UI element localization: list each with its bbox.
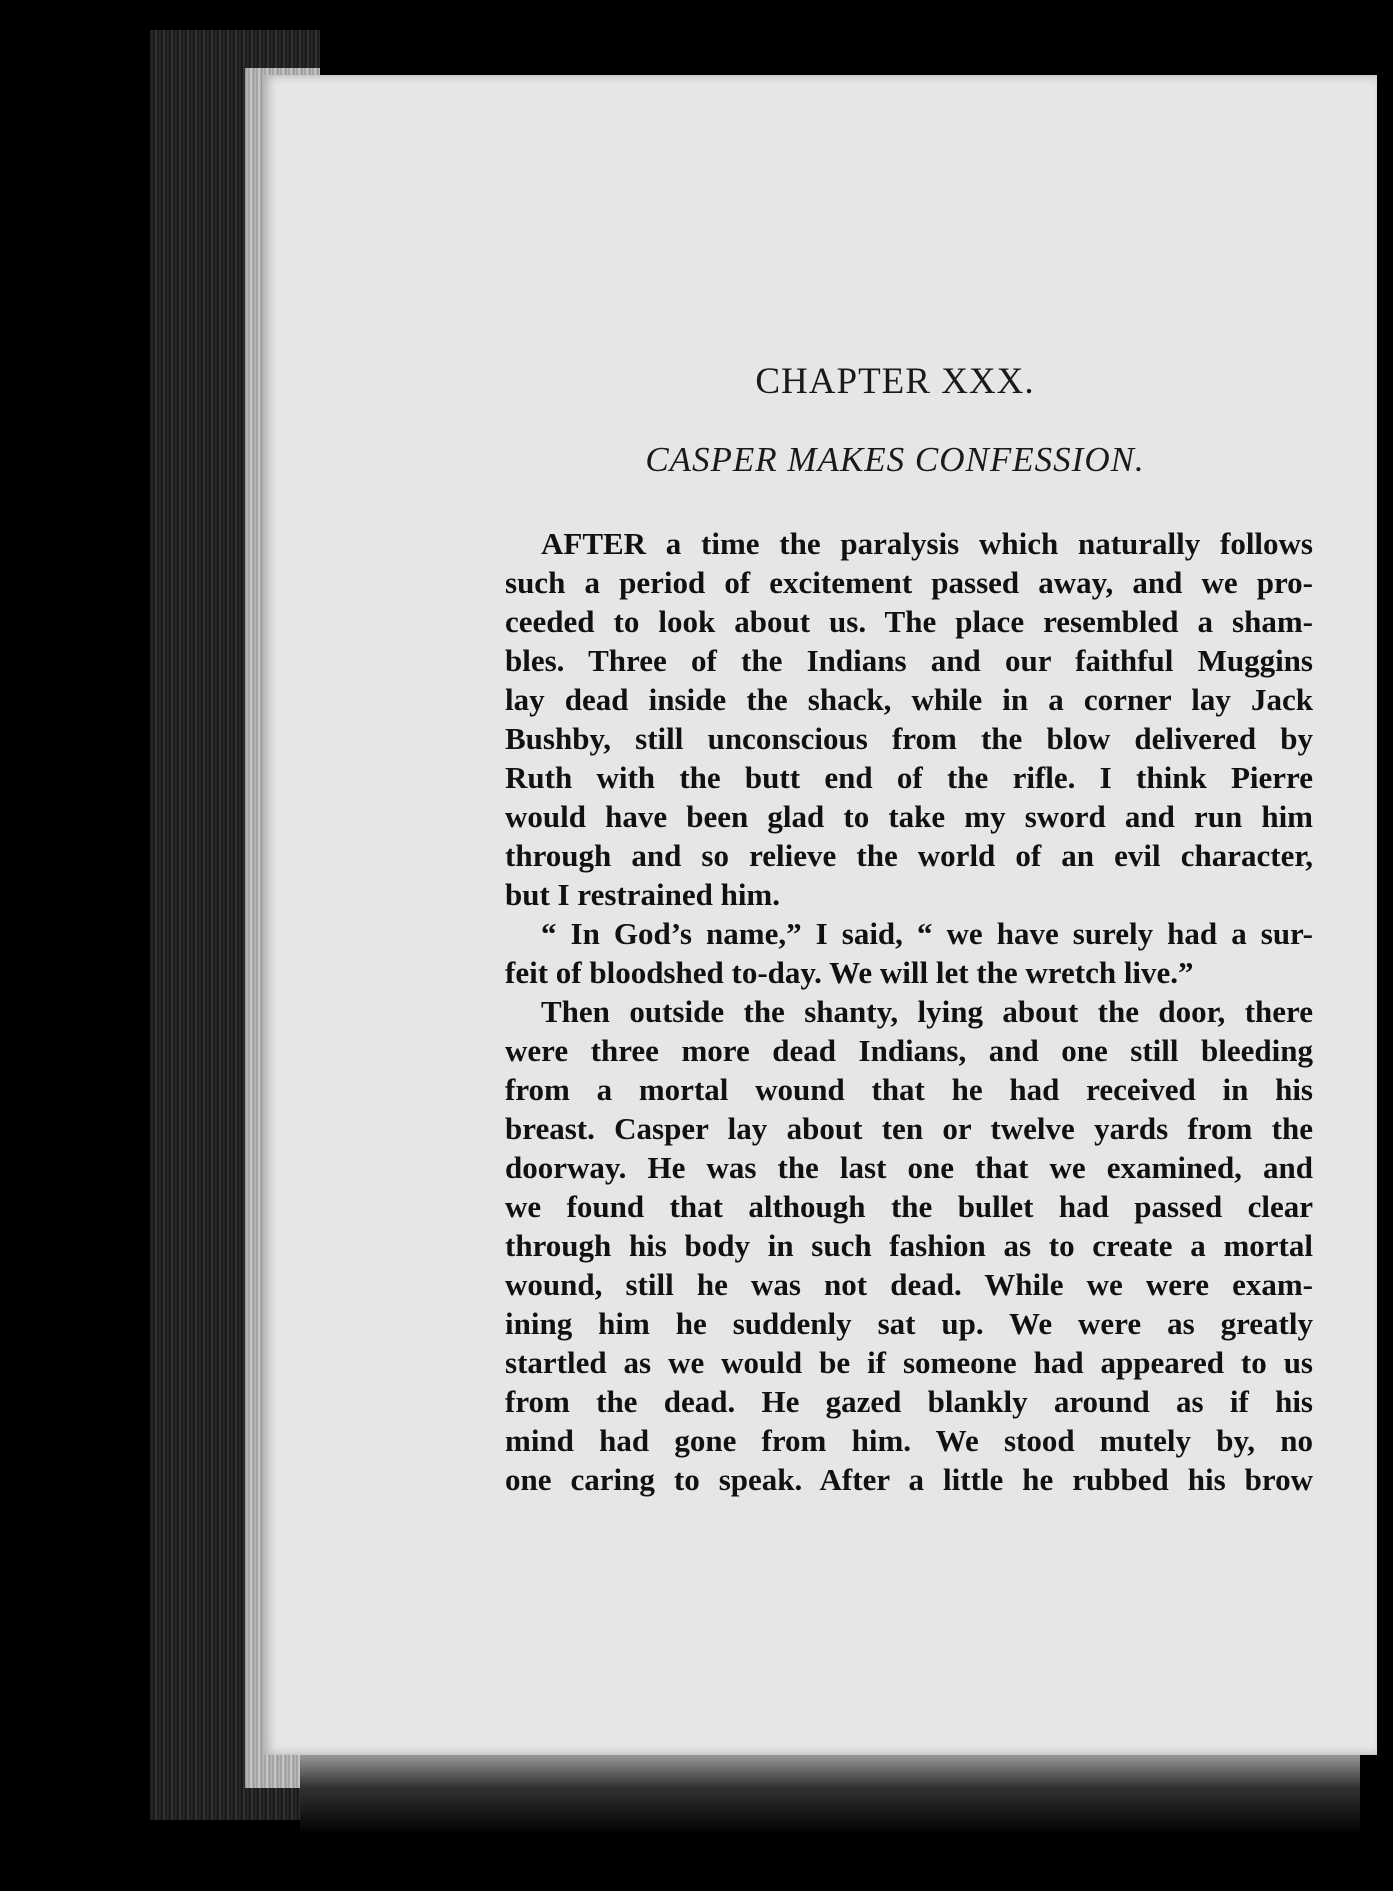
text-line: but I restrained him. (505, 877, 781, 912)
text-line: Bushby, still unconscious from the blow delivered by (505, 721, 1313, 756)
text-line: from the dead. He gazed blankly around as if his (505, 1384, 1313, 1419)
text-line: one caring to speak. After a little he rubbed his brow (505, 1462, 1313, 1497)
paragraph-2 (505, 914, 1313, 992)
text-line: from a mortal wound that he had received in his (505, 1072, 1313, 1107)
text-line: ining him he suddenly sat up. We were as greatly (505, 1306, 1313, 1341)
paragraph-1 (505, 524, 1313, 914)
chapter-heading: CHAPTER XXX. (755, 361, 1035, 402)
text-line: AFTER a time the paralysis which naturally follows (541, 526, 1313, 561)
text-line: would have been glad to take my sword and run him (505, 799, 1313, 834)
body-text (505, 524, 1313, 1499)
paragraph-3 (505, 992, 1313, 1499)
text-line: wound, still he was not dead. While we were exam- (505, 1267, 1313, 1302)
text-line: Ruth with the butt end of the rifle. I think Pierre (505, 760, 1313, 795)
text-line: bles. Three of the Indians and our faithful Muggins (505, 643, 1313, 678)
text-line: through and so relieve the world of an evil character, (505, 838, 1313, 873)
text-line: doorway. He was the last one that we examined, and (505, 1150, 1313, 1185)
text-line: mind had gone from him. We stood mutely by, no (505, 1423, 1313, 1458)
text-line: feit of bloodshed to-day. We will let the wretch live.” (505, 955, 1194, 990)
text-line: startled as we would be if someone had appeared to us (505, 1345, 1313, 1380)
text-line: were three more dead Indians, and one still bleeding (505, 1033, 1313, 1068)
text-line: through his body in such fashion as to create a mortal (505, 1228, 1313, 1263)
text-line: “ In God’s name,” I said, “ we have surely had a sur- (541, 916, 1313, 951)
text-line: lay dead inside the shack, while in a corner lay Jack (505, 682, 1313, 717)
text-line: such a period of excitement passed away, and we pro- (505, 565, 1313, 600)
chapter-title: CASPER MAKES CONFESSION. (645, 440, 1145, 479)
text-line: breast. Casper lay about ten or twelve yards from the (505, 1111, 1313, 1146)
text-line: Then outside the shanty, lying about the door, there (541, 994, 1313, 1029)
page-bottom-shadow (300, 1755, 1360, 1835)
text-line: we found that although the bullet had passed clear (505, 1189, 1313, 1224)
text-line: ceeded to look about us. The place resembled a sham- (505, 604, 1313, 639)
